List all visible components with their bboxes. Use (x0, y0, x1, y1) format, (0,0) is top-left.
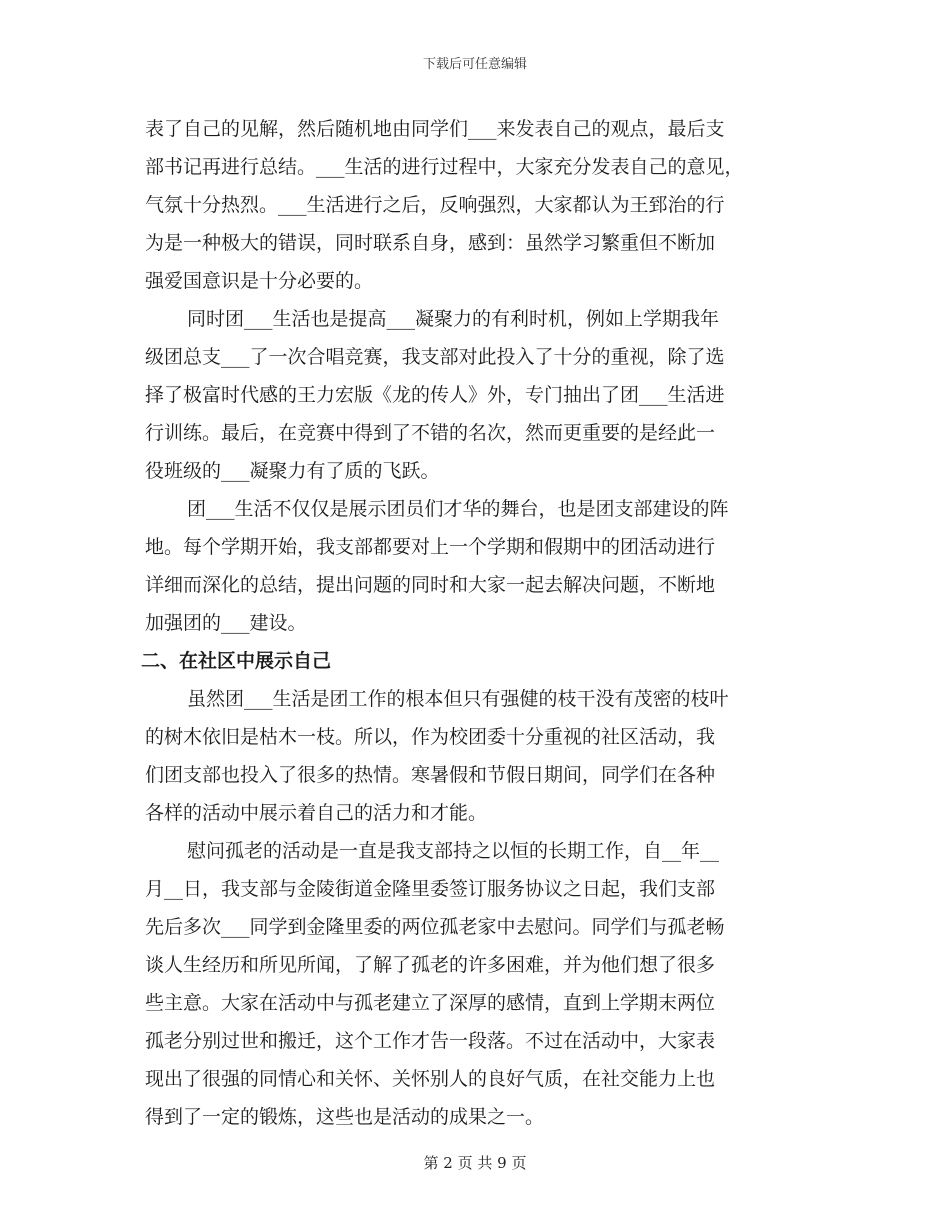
paragraph-start: 虽然团___生活是团工作的根本但只有强健的枝干没有茂密的枝叶 (187, 688, 729, 710)
paragraph-start: 同时团___生活也是提高___凝聚力的有利时机，例如上学期我年 (187, 308, 720, 330)
text-line: 役班级的___凝聚力有了质的飞跃。 (145, 460, 440, 482)
text-line: 的树木依旧是枯木一枝。所以，作为校团委十分重视的社区活动，我 (145, 726, 716, 748)
text-line: 部书记再进行总结。___生活的进行过程中，大家充分发表自己的意见， (145, 156, 744, 178)
text-line: 表了自己的见解，然后随机地由同学们___来发表自己的观点，最后支 (145, 118, 725, 140)
text-line: 强爱国意识是十分必要的。 (145, 270, 374, 292)
text-line: 行训练。最后，在竞赛中得到了不错的名次，然而更重要的是经此一 (145, 422, 716, 444)
text-line: 加强团的___建设。 (145, 612, 307, 634)
text-line: 们团支部也投入了很多的热情。寒暑假和节假日期间，同学们在各种 (145, 764, 716, 786)
page-number: 第 2 页 共 9 页 (423, 1154, 527, 1172)
text-line: 月__日，我支部与金陵街道金隆里委签订服务协议之日起，我们支部 (145, 878, 716, 900)
text-line: 些主意。大家在活动中与孤老建立了深厚的感情，直到上学期末两位 (145, 992, 716, 1014)
text-line: 孤老分别过世和搬迁，这个工作才告一段落。不过在活动中，大家表 (145, 1030, 716, 1052)
text-line: 为是一种极大的错误，同时联系自身，感到：虽然学习繁重但不断加 (145, 232, 716, 254)
paragraph-start: 慰问孤老的活动是一直是我支部持之以恒的长期工作，自__年__ (187, 840, 720, 862)
text-line: 择了极富时代感的王力宏版《龙的传人》外，专门抽出了团___生活进 (145, 384, 725, 406)
text-line: 现出了很强的同情心和关怀、关怀别人的良好气质，在社交能力上也 (145, 1068, 716, 1090)
paragraph-start: 团___生活不仅仅是展示团员们才华的舞台，也是团支部建设的阵 (187, 498, 729, 520)
text-line: 气氛十分热烈。___生活进行之后，反响强烈，大家都认为王郅治的行 (145, 194, 725, 216)
section-heading: 二、在社区中展示自己 (141, 650, 332, 672)
text-line: 谈人生经历和所见所闻，了解了孤老的许多困难，并为他们想了很多 (145, 954, 716, 976)
text-line: 级团总支___了一次合唱竞赛，我支部对此投入了十分的重视，除了选 (145, 346, 725, 368)
text-line: 先后多次___同学到金隆里委的两位孤老家中去慰问。同学们与孤老畅 (145, 916, 725, 938)
text-line: 得到了一定的锻炼，这些也是活动的成果之一。 (145, 1106, 545, 1128)
text-line: 各样的活动中展示着自己的活力和才能。 (145, 802, 488, 824)
page-header: 下载后可任意编辑 (422, 57, 527, 72)
document-body (141, 110, 805, 1136)
text-line: 详细而深化的总结，提出问题的同时和大家一起去解决问题，不断地 (145, 574, 716, 596)
text-line: 地。每个学期开始，我支部都要对上一个学期和假期中的团活动进行 (145, 536, 716, 558)
